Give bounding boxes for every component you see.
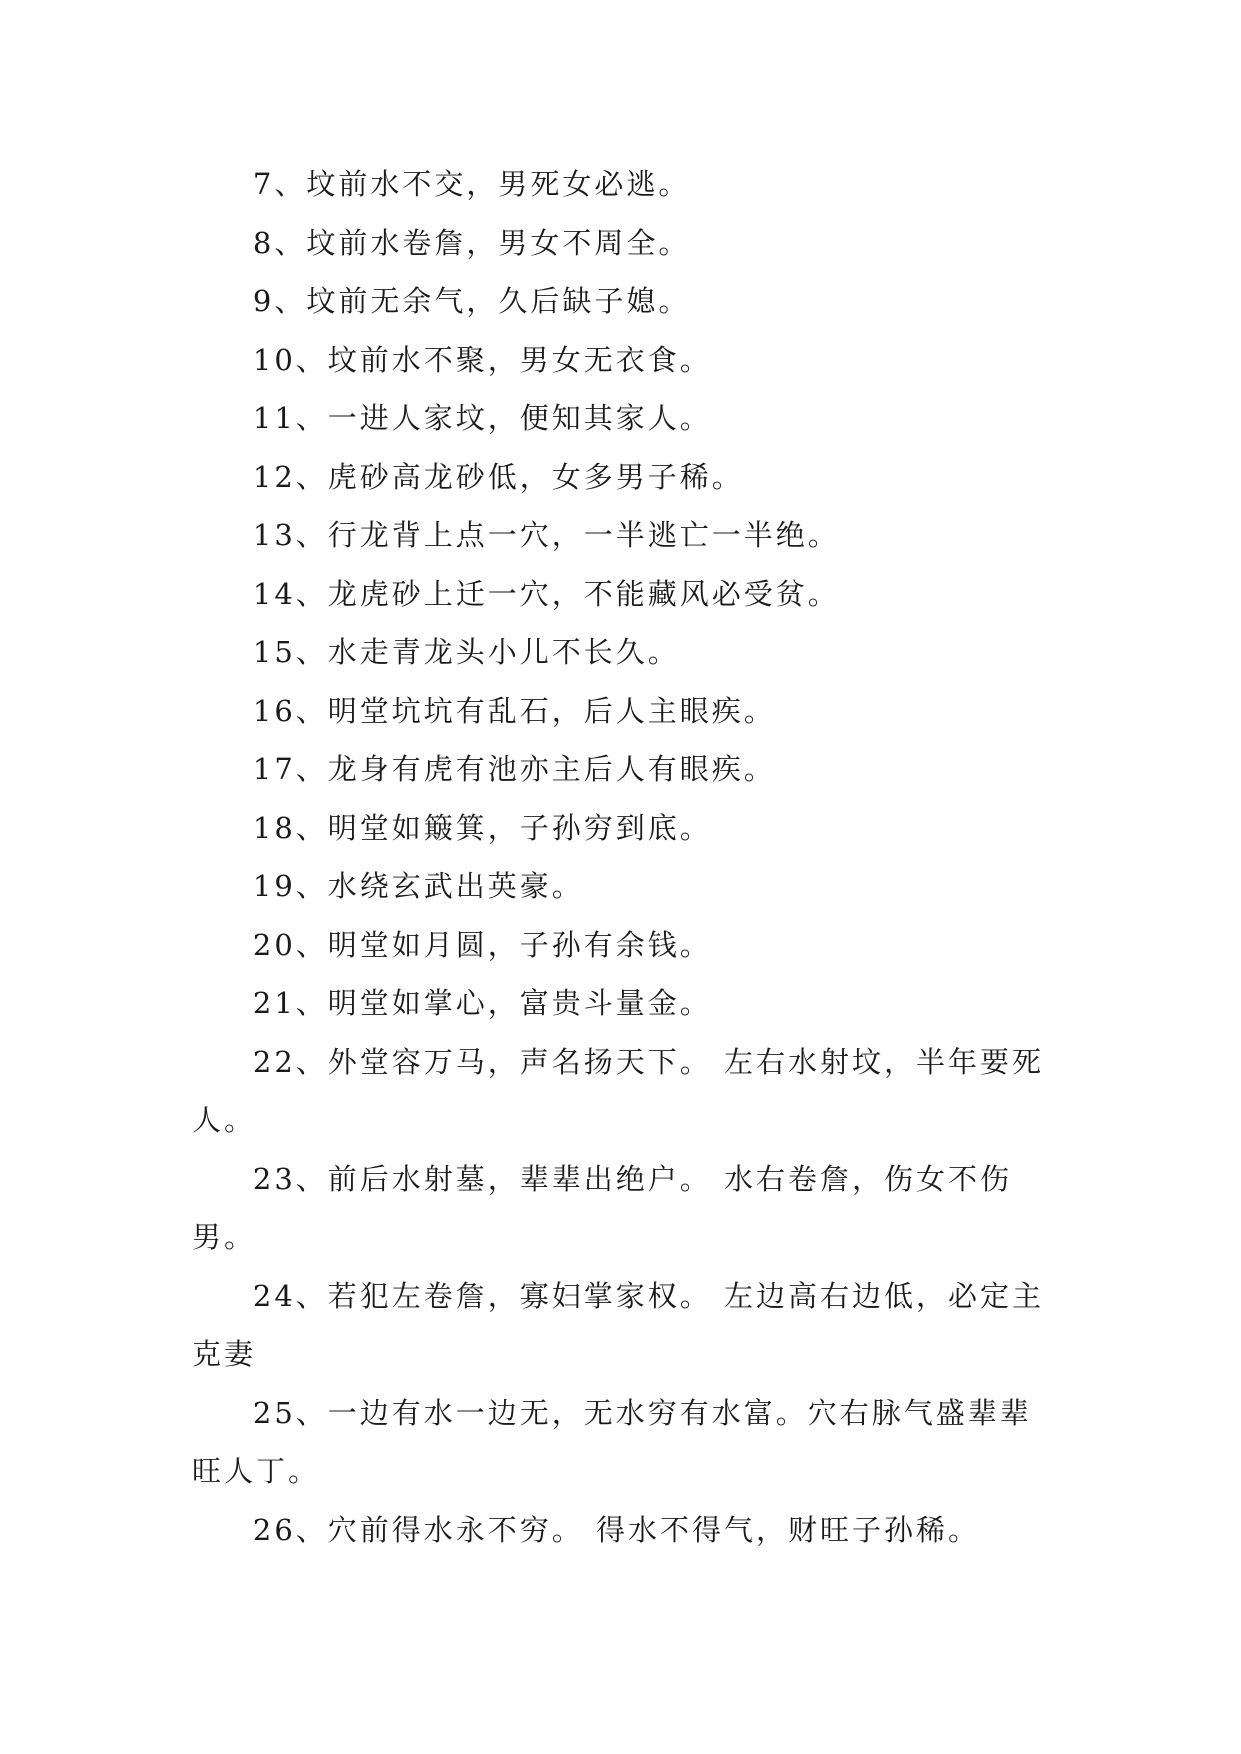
paragraph-14: 14、龙虎砂上迁一穴，不能藏风必受贫。 xyxy=(252,576,840,611)
paragraph-11: 11、一进人家坟，便知其家人。 xyxy=(252,401,712,435)
paragraph-25: 25、一边有水一边无，无水穷有水富。穴右脉气盛辈辈旺人丁。 xyxy=(192,1395,1032,1488)
paragraph-16: 16、明堂坑坑有乱石，后人主眼疾。 xyxy=(252,693,776,728)
paragraph-20: 20、明堂如月圆，子孙有余钱。 xyxy=(252,927,712,962)
document-page xyxy=(192,155,1060,1559)
paragraph-19: 19、水绕玄武出英豪。 xyxy=(252,869,584,903)
paragraph-24: 24、若犯左卷詹，寡妇掌家权。 左边高右边低，必定主克妻 xyxy=(192,1278,1045,1371)
paragraph-7: 7、坟前水不交，男死女必逃。 xyxy=(252,167,691,201)
paragraph-18: 18、明堂如簸箕，子孙穷到底。 xyxy=(252,810,712,845)
paragraph-22: 22、外堂容万马，声名扬天下。 左右水射坟，半年要死人。 xyxy=(192,1044,1045,1137)
paragraph-12: 12、虎砂高龙砂低，女多男子稀。 xyxy=(252,459,744,494)
paragraph-17: 17、龙身有虎有池亦主后人有眼疾。 xyxy=(252,752,776,786)
paragraph-15: 15、水走青龙头小儿不长久。 xyxy=(252,635,680,669)
paragraph-8: 8、坟前水卷詹，男女不周全。 xyxy=(252,225,691,260)
paragraph-21: 21、明堂如掌心，富贵斗量金。 xyxy=(252,986,712,1020)
paragraph-13: 13、行龙背上点一穴，一半逃亡一半绝。 xyxy=(252,518,840,552)
paragraph-23: 23、前后水射墓，辈辈出绝户。 水右卷詹，伤女不伤男。 xyxy=(192,1161,1013,1254)
paragraph-10: 10、坟前水不聚，男女无衣食。 xyxy=(252,342,712,377)
paragraph-26: 26、穴前得水永不穷。 得水不得气，财旺子孙稀。 xyxy=(252,1512,981,1547)
paragraph-9: 9、坟前无余气，久后缺子媳。 xyxy=(252,284,691,318)
